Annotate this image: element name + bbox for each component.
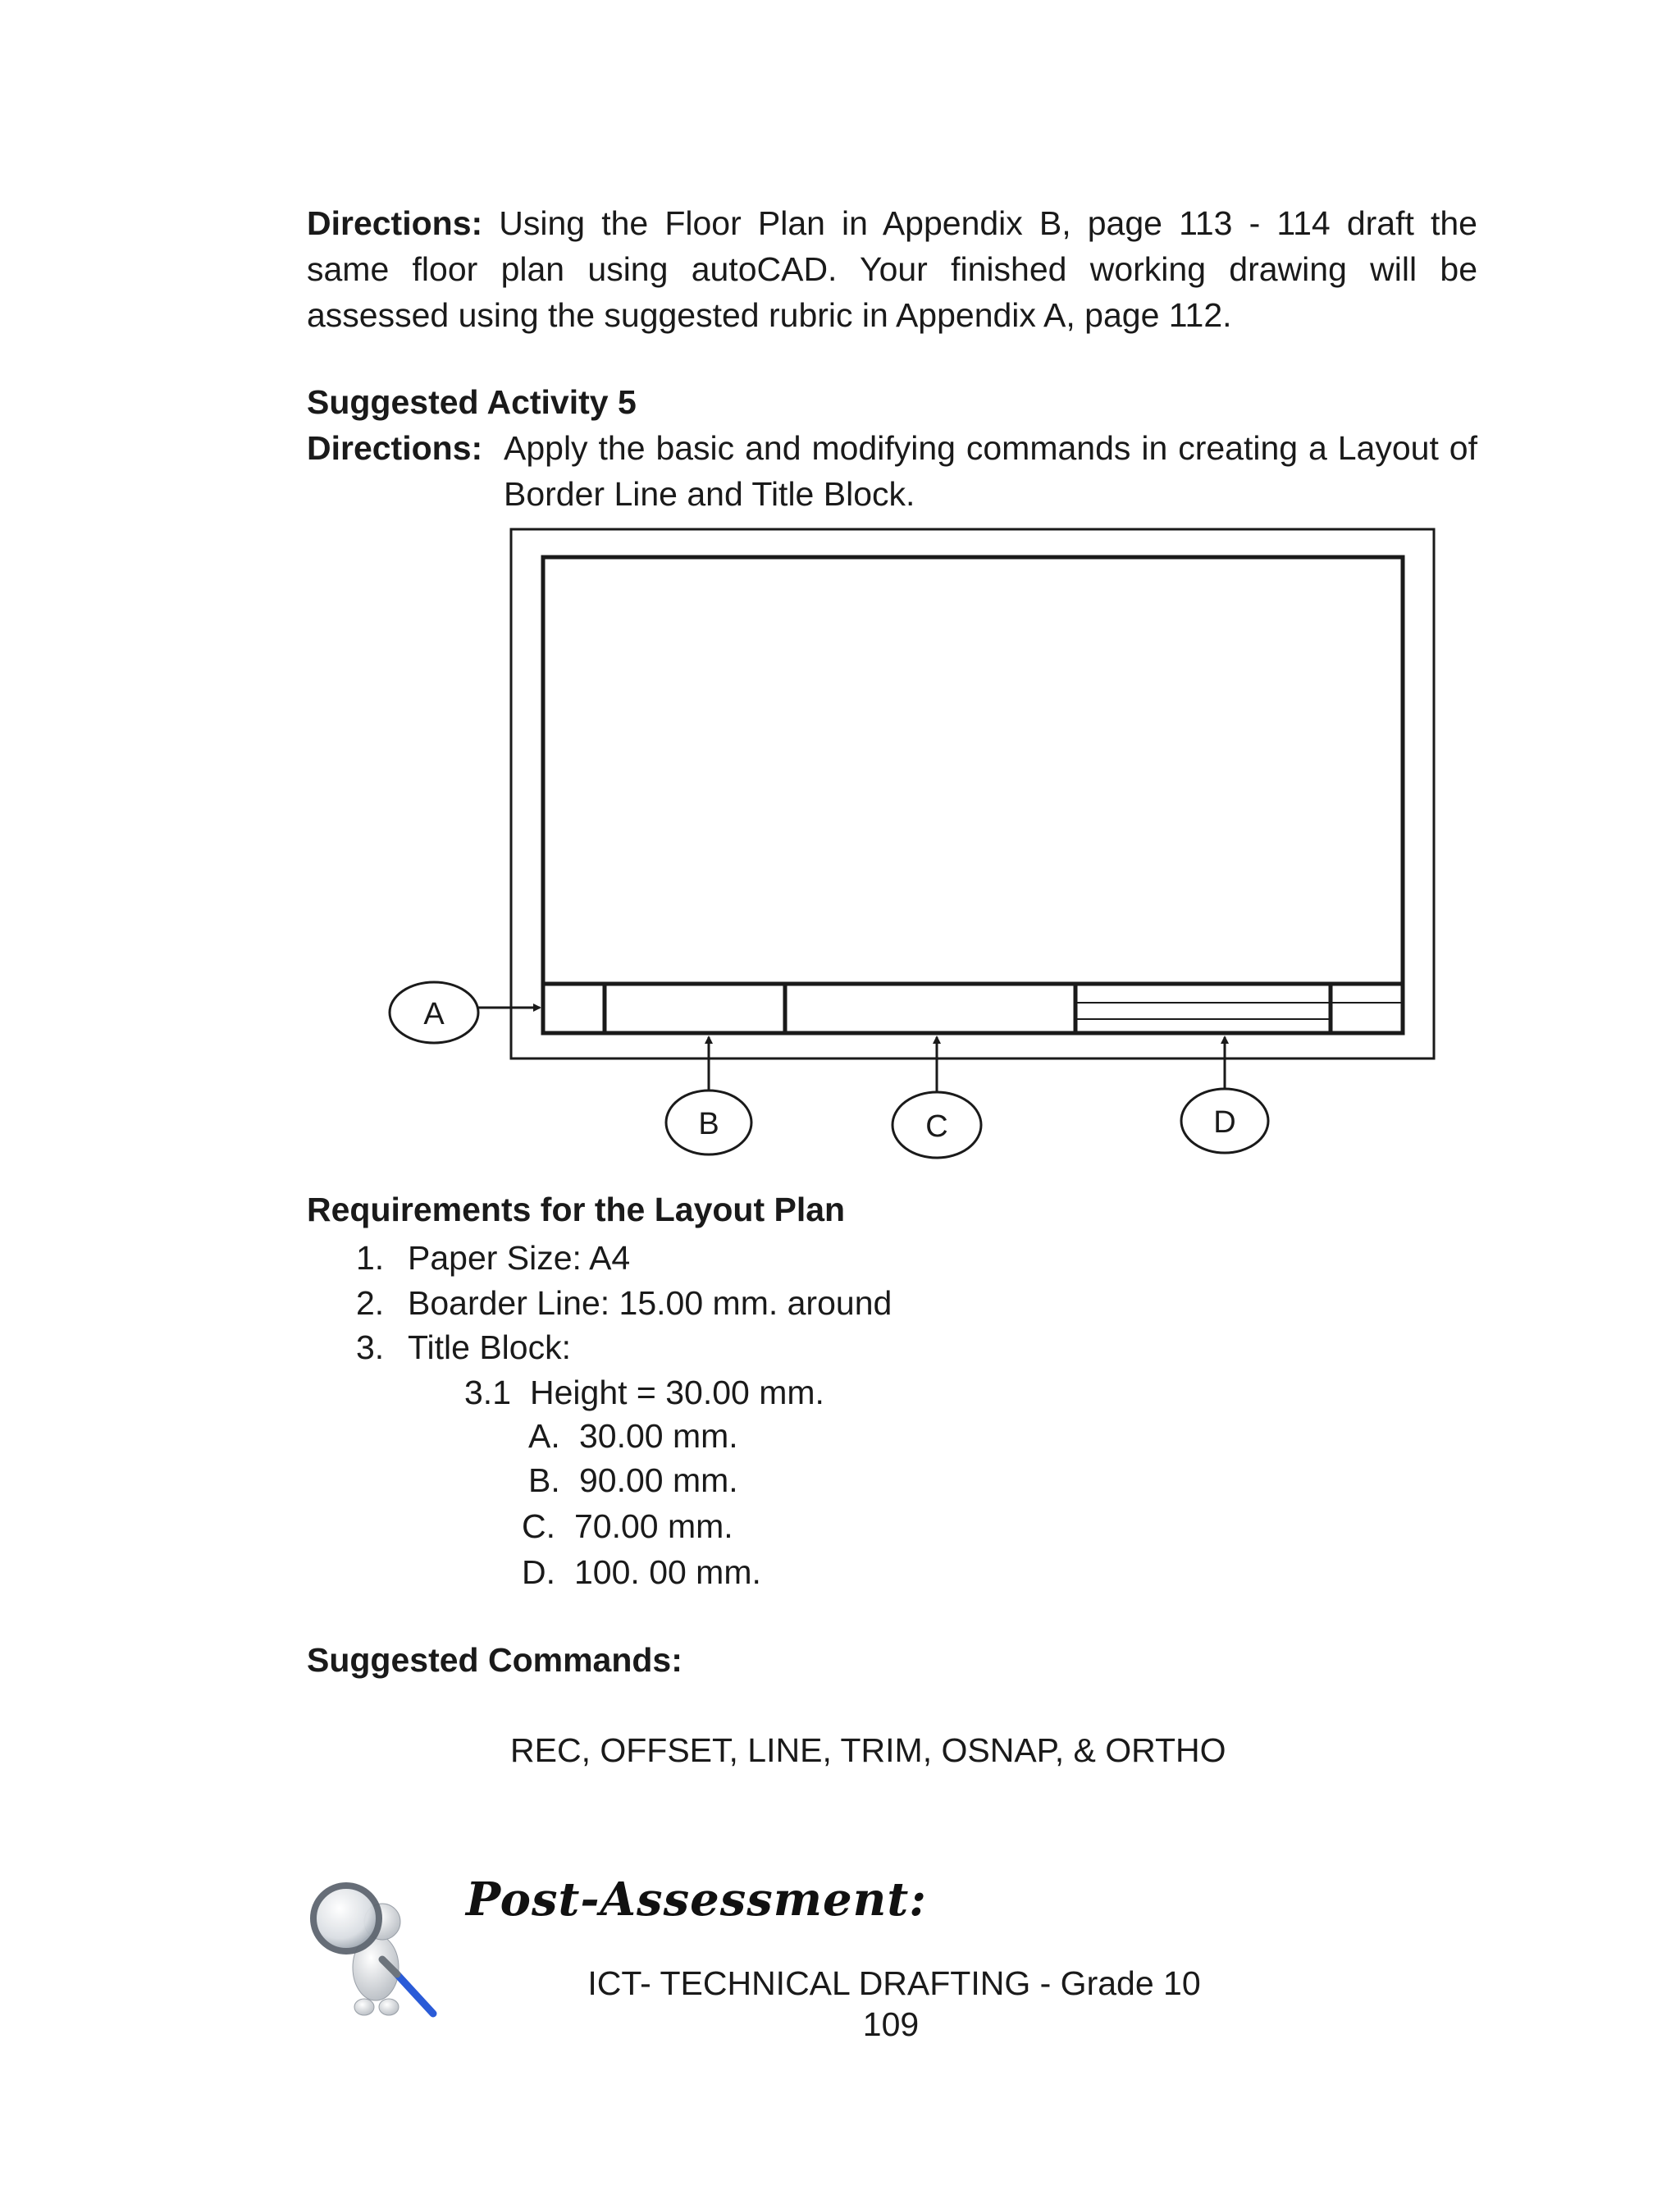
requirement-1-text: Paper Size: A4 <box>408 1239 631 1277</box>
dim-c-text: 70.00 mm. <box>574 1507 733 1545</box>
requirement-3-num: 3. <box>356 1328 385 1366</box>
callout-b-label: B <box>698 1107 719 1141</box>
callout-c-label: C <box>925 1109 948 1144</box>
activity-heading: Suggested Activity 5 <box>307 383 637 421</box>
commands-list: REC, OFFSET, LINE, TRIM, OSNAP, & ORTHO <box>510 1731 1226 1769</box>
directions-line-1: Using the Floor Plan in Appendix B, page 113 - 114 draft the <box>499 204 1477 242</box>
requirement-2-text: Boarder Line: 15.00 mm. around <box>408 1284 892 1322</box>
dim-b-letter: B. <box>528 1461 560 1499</box>
footer-subject: ICT- TECHNICAL DRAFTING - Grade 10 <box>587 1964 1201 2002</box>
dim-d-text: 100. 00 mm. <box>574 1553 761 1591</box>
footer-page-number: 109 <box>862 2005 920 2043</box>
requirements-heading: Requirements for the Layout Plan <box>307 1191 846 1228</box>
directions-line-3: assessed using the suggested rubric in Appendix A, page 112. <box>307 296 1232 334</box>
border-line <box>543 557 1403 1033</box>
directions-label: Directions: <box>307 204 483 242</box>
requirement-1-num: 1. <box>356 1239 385 1277</box>
dim-d-letter: D. <box>522 1553 555 1591</box>
activity-line-2: Border Line and Title Block. <box>504 475 915 513</box>
callout-a-label: A <box>423 997 445 1031</box>
requirement-3-1-num: 3.1 <box>464 1374 511 1411</box>
requirement-3-text: Title Block: <box>408 1328 571 1366</box>
activity-directions-label: Directions: <box>307 429 483 467</box>
dim-a-letter: A. <box>528 1417 560 1455</box>
post-assessment-title: Post-Assessment: <box>466 1872 927 1927</box>
requirement-3-1-text: Height = 30.00 mm. <box>530 1374 824 1411</box>
dim-b-text: 90.00 mm. <box>579 1461 738 1499</box>
directions-line-2: same floor plan using autoCAD. Your finished working drawing will be <box>307 250 1477 288</box>
dim-a-text: 30.00 mm. <box>579 1417 738 1455</box>
paper-edge <box>511 529 1434 1058</box>
dim-c-letter: C. <box>522 1507 555 1545</box>
commands-heading: Suggested Commands: <box>307 1641 682 1679</box>
activity-line-1: Apply the basic and modifying commands in creating a Layout of <box>504 429 1477 467</box>
callout-d-label: D <box>1213 1105 1236 1140</box>
requirement-2-num: 2. <box>356 1284 385 1322</box>
